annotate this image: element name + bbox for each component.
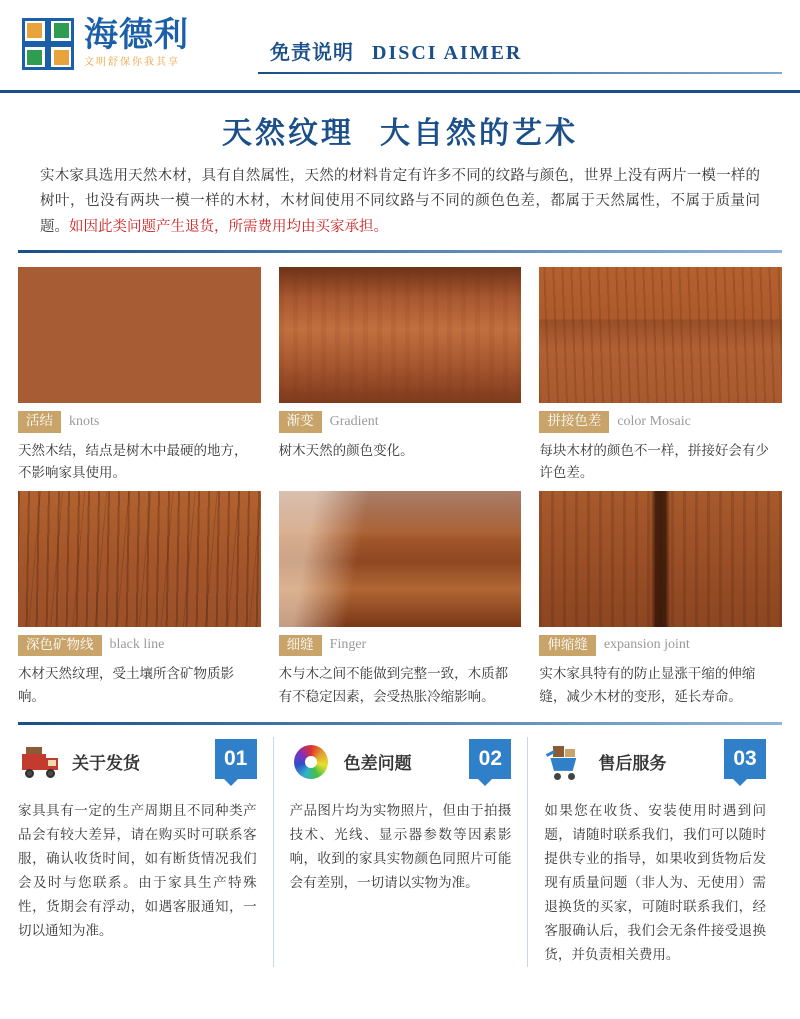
service-number-badge: 03 bbox=[724, 739, 766, 779]
intro-text: 实木家具选用天然木材，具有自然属性，天然的材料肯定有许多不同的纹路与颜色，世界上没有两片一模一样的树叶，也没有两块一模一样的木材，木材间使用不同纹路与不同的颜色色差，都属于天然属性，不属于质量问题。 bbox=[40, 168, 760, 235]
intro-paragraph bbox=[40, 164, 760, 240]
feature-tag-en: knots bbox=[69, 414, 100, 430]
feature-tag-cn: 细缝 bbox=[279, 635, 322, 657]
service-text: 如果您在收货、安装使用时遇到问题，请随时联系我们，我们可以随时提供专业的指导，如果收到货物后发现有质量问题（非人为、无使用）需退换货的买家，可随时联系我们，经客服确认后，我们会无条件接受退换货，并负责相关费用。 bbox=[544, 802, 766, 963]
feature-label-row bbox=[279, 411, 522, 433]
intro-warning: 如因此类问题产生退货，所需费用均由买家承担。 bbox=[69, 218, 388, 235]
feature-cell bbox=[18, 491, 261, 708]
wood-finger-swatch bbox=[279, 491, 522, 627]
feature-tag-en: black line bbox=[109, 637, 165, 653]
feature-tag-cn: 拼接色差 bbox=[539, 411, 609, 433]
page-header bbox=[0, 0, 800, 92]
feature-cell bbox=[279, 267, 522, 484]
wood-mosaic-swatch bbox=[539, 267, 782, 403]
section-title bbox=[0, 108, 800, 152]
feature-description: 树木天然的颜色变化。 bbox=[278, 442, 414, 459]
feature-tag-en: expansion joint bbox=[603, 637, 690, 653]
header-title bbox=[270, 36, 522, 65]
logo-slogan: 文明舒保你我其享 bbox=[84, 57, 180, 68]
service-text: 产品图片均为实物照片，但由于拍摄技术、光线、显示器参数等因素影响，收到的家具实物颜色同照片可能会有差别，一切请以实物为准。 bbox=[289, 802, 512, 891]
feature-tag-cn: 活结 bbox=[18, 411, 61, 433]
service-title: 售后服务 bbox=[598, 754, 667, 775]
feature-label-row bbox=[539, 411, 782, 433]
service-header bbox=[18, 737, 257, 787]
feature-tag-en: color Mosaic bbox=[617, 414, 691, 430]
feature-cell bbox=[279, 491, 522, 708]
logo-name: 海德利 bbox=[84, 15, 189, 55]
wood-gradient-swatch bbox=[279, 267, 522, 403]
feature-tag-cn: 渐变 bbox=[279, 411, 322, 433]
service-number-badge: 02 bbox=[469, 739, 511, 779]
color-wheel-icon bbox=[290, 742, 336, 782]
after-sales-cart-icon bbox=[544, 742, 590, 782]
feature-description: 木与木之间不能做到完整一致，木质都有不稳定因素，会受热胀冷缩影响。 bbox=[278, 666, 509, 705]
wood-knots-swatch bbox=[18, 267, 261, 403]
service-number-badge: 01 bbox=[215, 739, 257, 779]
divider-bottom bbox=[18, 722, 782, 725]
feature-tag-cn: 深色矿物线 bbox=[18, 635, 102, 657]
logo-text bbox=[84, 15, 189, 68]
service-text: 家具具有一定的生产周期且不同种类产品会有较大差异，请在购买时可联系客服，确认收货时间，如有断货情况我们会及时与您联系。由于家具生产特殊性，货期会有浮动，如遇客服通知，一切以通知为准。 bbox=[18, 802, 257, 939]
header-title-en: DISCI AIMER bbox=[372, 42, 523, 64]
feature-description: 木材天然纹理，受土壤所含矿物质影响。 bbox=[18, 666, 234, 705]
feature-grid bbox=[18, 267, 782, 708]
delivery-truck-icon bbox=[18, 742, 64, 782]
wood-expansion-swatch bbox=[539, 491, 782, 627]
feature-tag-en: Finger bbox=[329, 637, 367, 653]
feature-label-row bbox=[279, 635, 522, 657]
divider-top bbox=[18, 250, 782, 253]
service-column-color bbox=[273, 737, 528, 967]
feature-description: 实木家具特有的防止显涨干缩的伸缩缝，减少木材的变形，延长寿命。 bbox=[539, 666, 756, 705]
header-title-cn: 免责说明 bbox=[270, 40, 354, 64]
brand-logo bbox=[22, 15, 189, 70]
service-title: 关于发货 bbox=[72, 754, 140, 775]
feature-description: 天然木结，结点是树木中最硬的地方，不影响家具使用。 bbox=[18, 442, 248, 482]
feature-tag-cn: 伸缩缝 bbox=[539, 635, 596, 657]
service-header bbox=[544, 737, 766, 787]
service-section bbox=[18, 737, 782, 967]
feature-cell bbox=[539, 491, 782, 708]
service-column-aftersales bbox=[527, 737, 782, 967]
logo-mark-icon bbox=[22, 18, 74, 70]
service-column-delivery bbox=[18, 737, 273, 967]
feature-label-row bbox=[18, 635, 261, 657]
feature-label-row bbox=[18, 411, 261, 433]
wood-blackline-swatch bbox=[18, 491, 261, 627]
section-title-left: 天然纹理 bbox=[222, 116, 354, 151]
section-title-right: 大自然的艺术 bbox=[380, 116, 578, 151]
feature-cell bbox=[539, 267, 782, 484]
feature-cell bbox=[18, 267, 261, 484]
header-rule-thick bbox=[0, 90, 800, 93]
service-title: 色差问题 bbox=[343, 754, 412, 775]
feature-label-row bbox=[539, 635, 782, 657]
header-rule-thin bbox=[258, 72, 782, 74]
feature-description: 每块木材的颜色不一样，拼接好会有少许色差。 bbox=[539, 442, 769, 482]
feature-tag-en: Gradient bbox=[329, 414, 379, 430]
service-header bbox=[290, 737, 512, 787]
